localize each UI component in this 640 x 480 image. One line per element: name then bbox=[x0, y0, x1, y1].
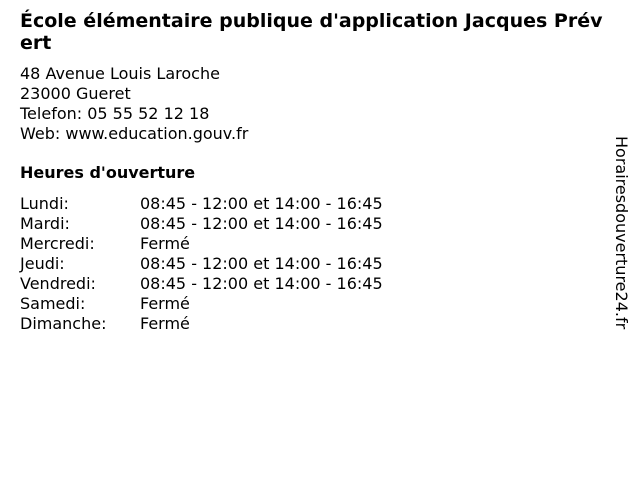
day-label: Lundi: bbox=[20, 194, 69, 213]
day-label: Jeudi: bbox=[20, 254, 65, 273]
hours-value: Fermé bbox=[140, 294, 190, 313]
day-label: Vendredi: bbox=[20, 274, 96, 293]
hours-value: Fermé bbox=[140, 314, 190, 333]
address-street: 48 Avenue Louis Laroche bbox=[20, 64, 220, 83]
page-title: École élémentaire publique d'application Jacques Prévert bbox=[20, 10, 603, 54]
hours-value: 08:45 - 12:00 et 14:00 - 16:45 bbox=[140, 254, 383, 273]
hours-value: Fermé bbox=[140, 234, 190, 253]
day-label: Samedi: bbox=[20, 294, 86, 313]
phone-number: Telefon: 05 55 52 12 18 bbox=[20, 104, 210, 123]
day-label: Mercredi: bbox=[20, 234, 95, 253]
hours-heading: Heures d'ouverture bbox=[20, 163, 196, 182]
hours-value: 08:45 - 12:00 et 14:00 - 16:45 bbox=[140, 214, 383, 233]
day-label: Dimanche: bbox=[20, 314, 107, 333]
address-block bbox=[20, 64, 248, 144]
hours-value: 08:45 - 12:00 et 14:00 - 16:45 bbox=[140, 194, 383, 213]
hours-value: 08:45 - 12:00 et 14:00 - 16:45 bbox=[140, 274, 383, 293]
address-city: 23000 Gueret bbox=[20, 84, 131, 103]
day-label: Mardi: bbox=[20, 214, 70, 233]
website-line: Web: www.education.gouv.fr bbox=[20, 124, 249, 143]
site-watermark: Horairesdouverture24.fr bbox=[612, 136, 631, 330]
